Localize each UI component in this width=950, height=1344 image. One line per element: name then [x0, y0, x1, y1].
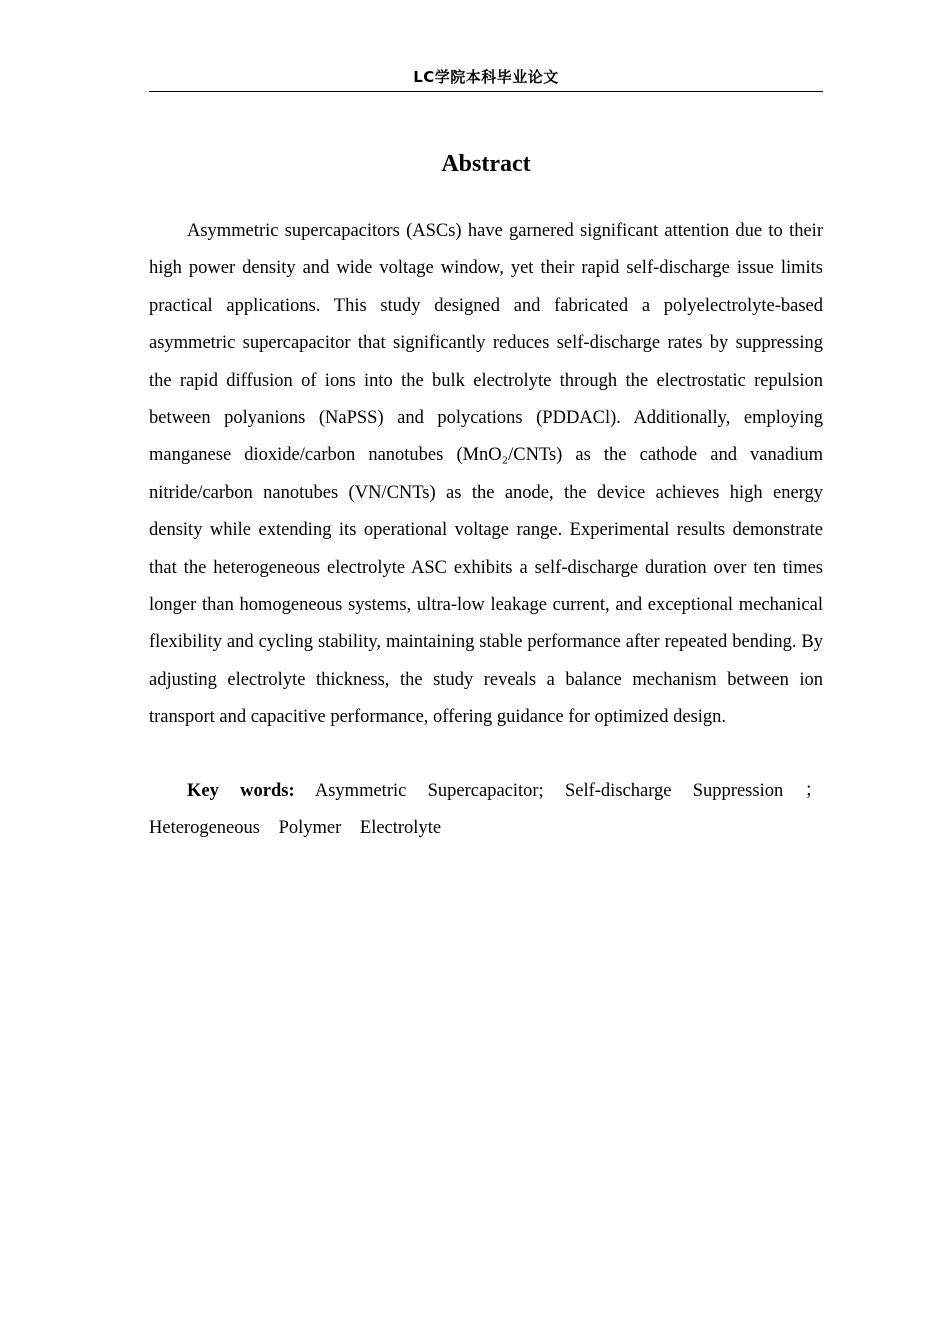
keywords-paragraph — [149, 773, 823, 848]
running-header: LC学院本科毕业论文 — [413, 68, 559, 86]
abstract-body: Asymmetric supercapacitors (ASCs) have garnered significant attention due to their high power density and wide voltage window, yet their rapid self-discharge issue limits practical applications. This study designed and fabricated a polyelectrolyte-based asymmetric supercapacitor that significantly reduces self-discharge rates by suppressing the rapid diffusion of ions into the bulk electrolyte through the electrostatic repulsion between polyanions (NaPSS) and polycations (PDDACl). Additionally, employing manganese dioxide/carbon nanotubes (MnO₂/CNTs) as the cathode and vanadium nitride/carbon nanotubes (VN/CNTs) as the anode, the device achieves high energy density while extending its operational voltage range. Experimental results demonstrate that the heterogeneous electrolyte ASC exhibits a self-discharge duration over ten times longer than homogeneous systems, ultra-low leakage current, and exceptional mechanical flexibility and cycling stability, maintaining stable performance after repeated bending. By adjusting electrolyte thickness, the study reveals a balance mechanism between ion transport and capacitive performance, offering guidance for optimized design. — [149, 221, 823, 728]
keywords-text: Asymmetric Supercapacitor; Self-discharge Suppression ；Heterogeneous Polymer Electrolyte — [149, 781, 823, 839]
abstract-title: Abstract — [441, 151, 531, 177]
header-rule — [149, 91, 823, 92]
keywords-label: Key words: — [187, 781, 295, 801]
